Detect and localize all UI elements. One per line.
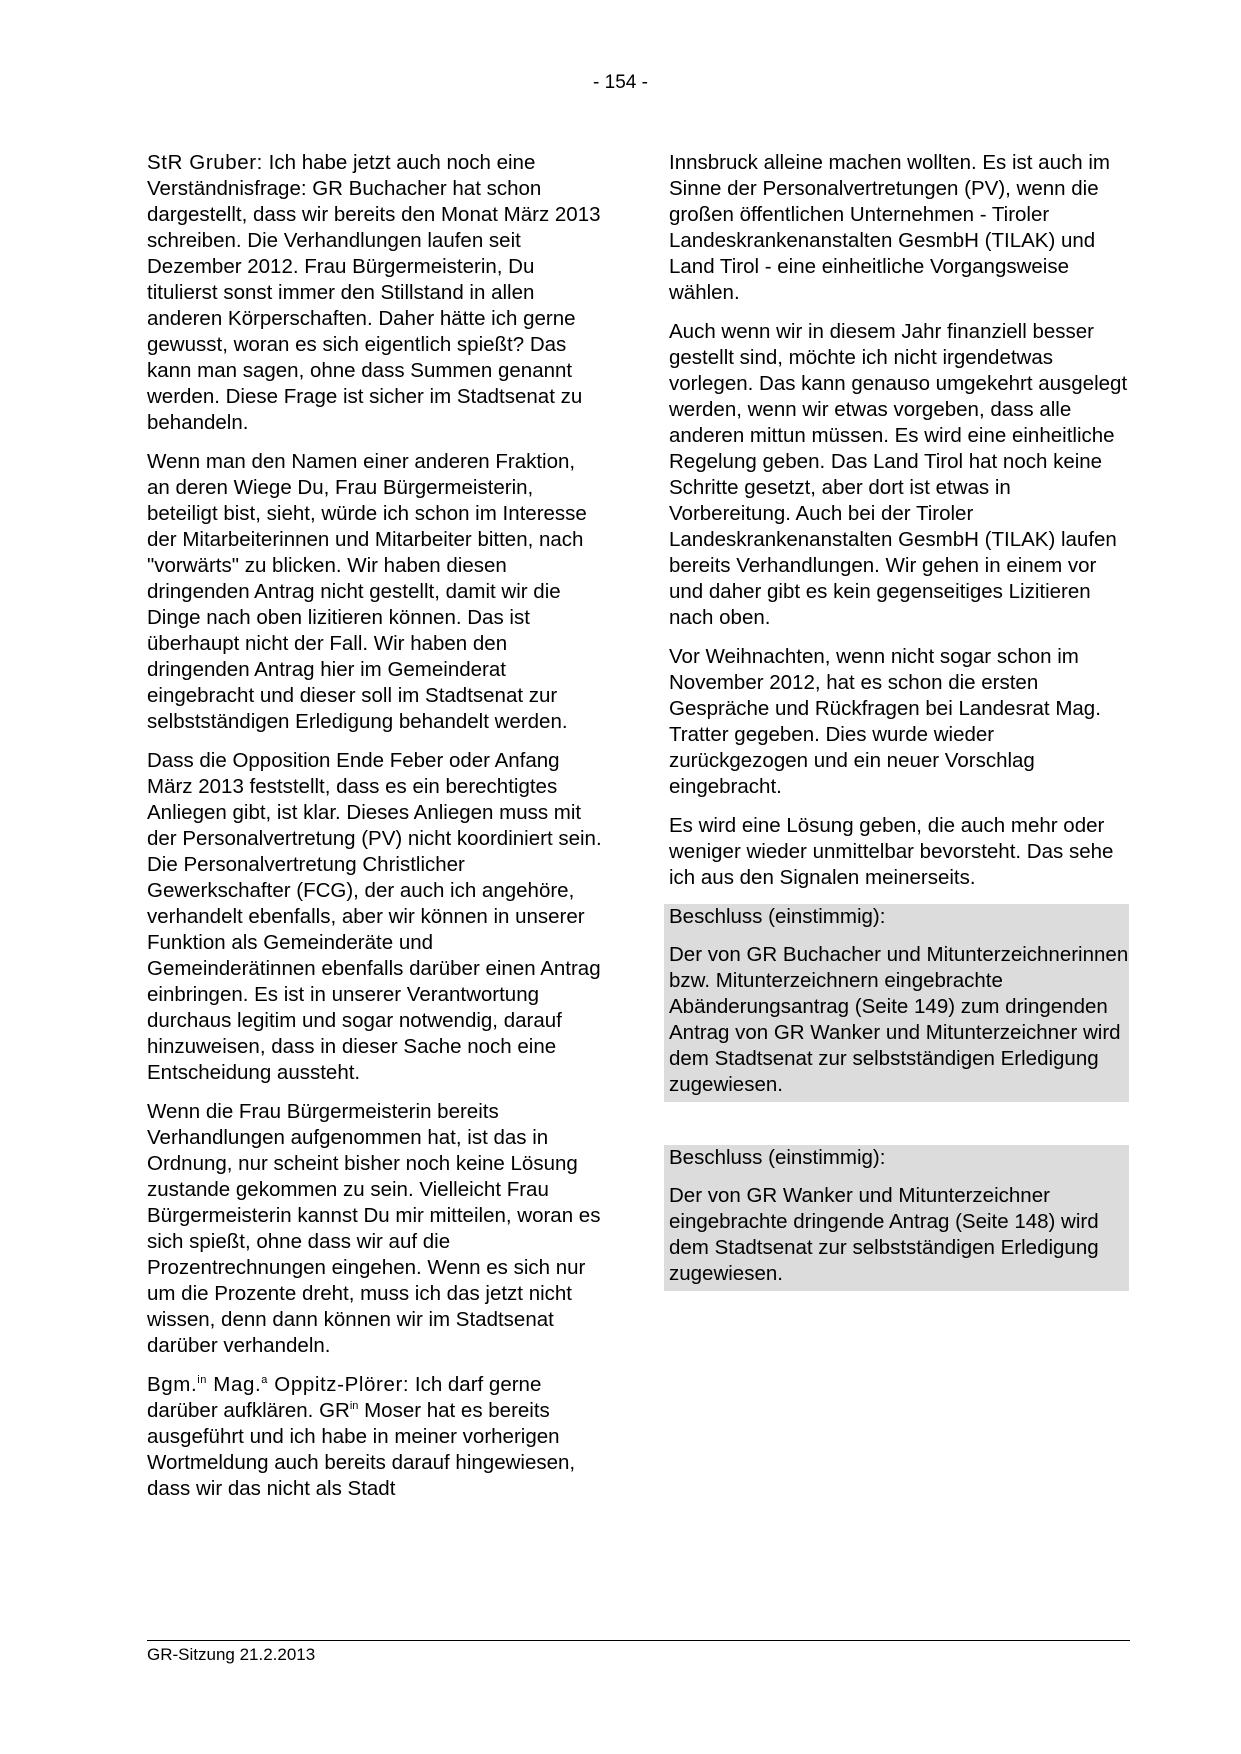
superscript: in — [197, 1374, 208, 1387]
paragraph-text: Ich habe jetzt auch noch eine Verständnisfrage: GR Buchacher hat schon dargestellt, dass wir bereits den Monat März 2013 schreiben. Die Verhandlungen laufen seit Dezember 2012. Frau Bürgermeisterin, Du titulierst sonst immer den Stillstand in allen anderen Körperschaften. Daher hätte ich gerne gewusst, woran es sich eigentlich spießt? Das kann man sagen, ohne dass Summen genannt werden. Diese Frage ist sicher im Stadtsenat zu behandeln. — [147, 151, 601, 434]
paragraph-oppitz-ploerer — [147, 1372, 602, 1502]
footer-text: GR-Sitzung 21.2.2013 — [147, 1645, 316, 1664]
resolution-box — [664, 904, 1129, 1102]
paragraph-gruber — [147, 150, 602, 436]
paragraph: Dass die Opposition Ende Feber oder Anfang März 2013 feststellt, dass es ein berechtigtes Anliegen gibt, ist klar. Dieses Anliegen muss mit der Personalvertretung (PV) nicht koordiniert sein. Die Personalvertretung Christlicher Gewerkschafter (FCG), der auch ich angehöre, verhandelt ebenfalls, aber wir können in unserer Funktion als Gemeinderäte und Gemeinderätinnen ebenfalls darüber einen Antrag einbringen. Es ist in unserer Verantwortung durchaus legitim und sogar notwendig, darauf hinzuweisen, dass in dieser Sache noch eine Entscheidung aussteht. — [147, 749, 602, 1084]
resolution-box — [664, 1145, 1129, 1291]
footer-divider — [147, 1640, 1130, 1641]
page-number: - 154 - — [593, 72, 648, 93]
paragraph: Wenn man den Namen einer anderen Fraktion, an deren Wiege Du, Frau Bürgermeisterin, beteiligt bist, sieht, würde ich schon im Interesse der Mitarbeiterinnen und Mitarbeiter bitten, nach "vorwärts" zu blicken. Wir haben diesen dringenden Antrag nicht gestellt, damit wir die Dinge nach oben lizitieren können. Das ist überhaupt nicht der Fall. Wir haben den dringenden Antrag hier im Gemeinderat eingebracht und dieser soll im Stadtsenat zur selbstständigen Erledigung behandelt werden. — [147, 450, 587, 733]
resolution-text: Der von GR Wanker und Mitunterzeichner eingebrachte dringende Antrag (Seite 148) wird dem Stadtsenat zur selbstständigen Erledigung zugewiesen. — [669, 1184, 1099, 1285]
paragraph: Wenn die Frau Bürgermeisterin bereits Verhandlungen aufgenommen hat, ist das in Ordnung, nur scheint bisher noch keine Lösung zustande gekommen zu sein. Vielleicht Frau Bürgermeisterin kannst Du mir mitteilen, woran es sich spießt, ohne dass wir auf die Prozentrechnungen eingehen. Wenn es sich nur um die Prozente dreht, muss ich das jetzt nicht wissen, denn dann können wir im Stadtsenat darüber verhandeln. — [147, 1100, 601, 1357]
left-column — [147, 150, 602, 1515]
speaker-title: Mag. — [207, 1373, 262, 1396]
resolution-title: Beschluss (einstimmig): — [669, 905, 886, 928]
resolution-text: Der von GR Buchacher und Mitunterzeichnerinnen bzw. Mitunterzeichnern eingebrachte Abänderungsantrag (Seite 149) zum dringenden Antrag von GR Wanker und Mitunterzeichner wird dem Stadtsenat zur selbstständigen Erledigung zugewiesen. — [669, 943, 1129, 1096]
paragraph: Innsbruck alleine machen wollten. Es ist auch im Sinne der Personalvertretungen (PV), wenn die großen öffentlichen Unternehmen - Tiroler Landeskrankenanstalten GesmbH (TILAK) und Land Tirol - eine einheitliche Vorgangsweise wählen. — [669, 151, 1110, 304]
speaker-name — [147, 1373, 409, 1396]
paragraph-text: Moser hat es bereits ausgeführt und ich habe in meiner vorherigen Wortmeldung auch bereits darauf hingewiesen, dass wir das nicht als Stadt — [147, 1399, 576, 1500]
paragraph-text: Ich darf gerne darüber aufklären. GR — [147, 1373, 542, 1422]
speaker-surname: Oppitz-Plörer: — [268, 1373, 410, 1396]
right-column — [669, 150, 1129, 1291]
paragraph: Auch wenn wir in diesem Jahr finanziell besser gestellt sind, möchte ich nicht irgendetwas vorlegen. Das kann genauso umgekehrt ausgelegt werden, wenn wir etwas vorgeben, dass alle anderen mittun müssen. Es wird eine einheitliche Regelung geben. Das Land Tirol hat noch keine Schritte gesetzt, aber dort ist etwas in Vorbereitung. Auch bei der Tiroler Landeskrankenanstalten GesmbH (TILAK) laufen bereits Verhandlungen. Wir gehen in einem vor und daher gibt es kein gegenseitiges Lizitieren nach oben. — [669, 320, 1128, 629]
paragraph: Vor Weihnachten, wenn nicht sogar schon im November 2012, hat es schon die ersten Gespräche und Rückfragen bei Landesrat Mag. Tratter gegeben. Dies wurde wieder zurückgezogen und ein neuer Vorschlag eingebracht. — [669, 645, 1101, 798]
paragraph: Es wird eine Lösung geben, die auch mehr oder weniger wieder unmittelbar bevorsteht. Das sehe ich aus den Signalen meinerseits. — [669, 814, 1114, 889]
speaker-name: StR Gruber: — [147, 151, 263, 174]
resolution-title: Beschluss (einstimmig): — [669, 1146, 886, 1169]
superscript: a — [261, 1374, 269, 1387]
superscript: in — [349, 1400, 359, 1413]
speaker-title: Bgm. — [147, 1373, 198, 1396]
